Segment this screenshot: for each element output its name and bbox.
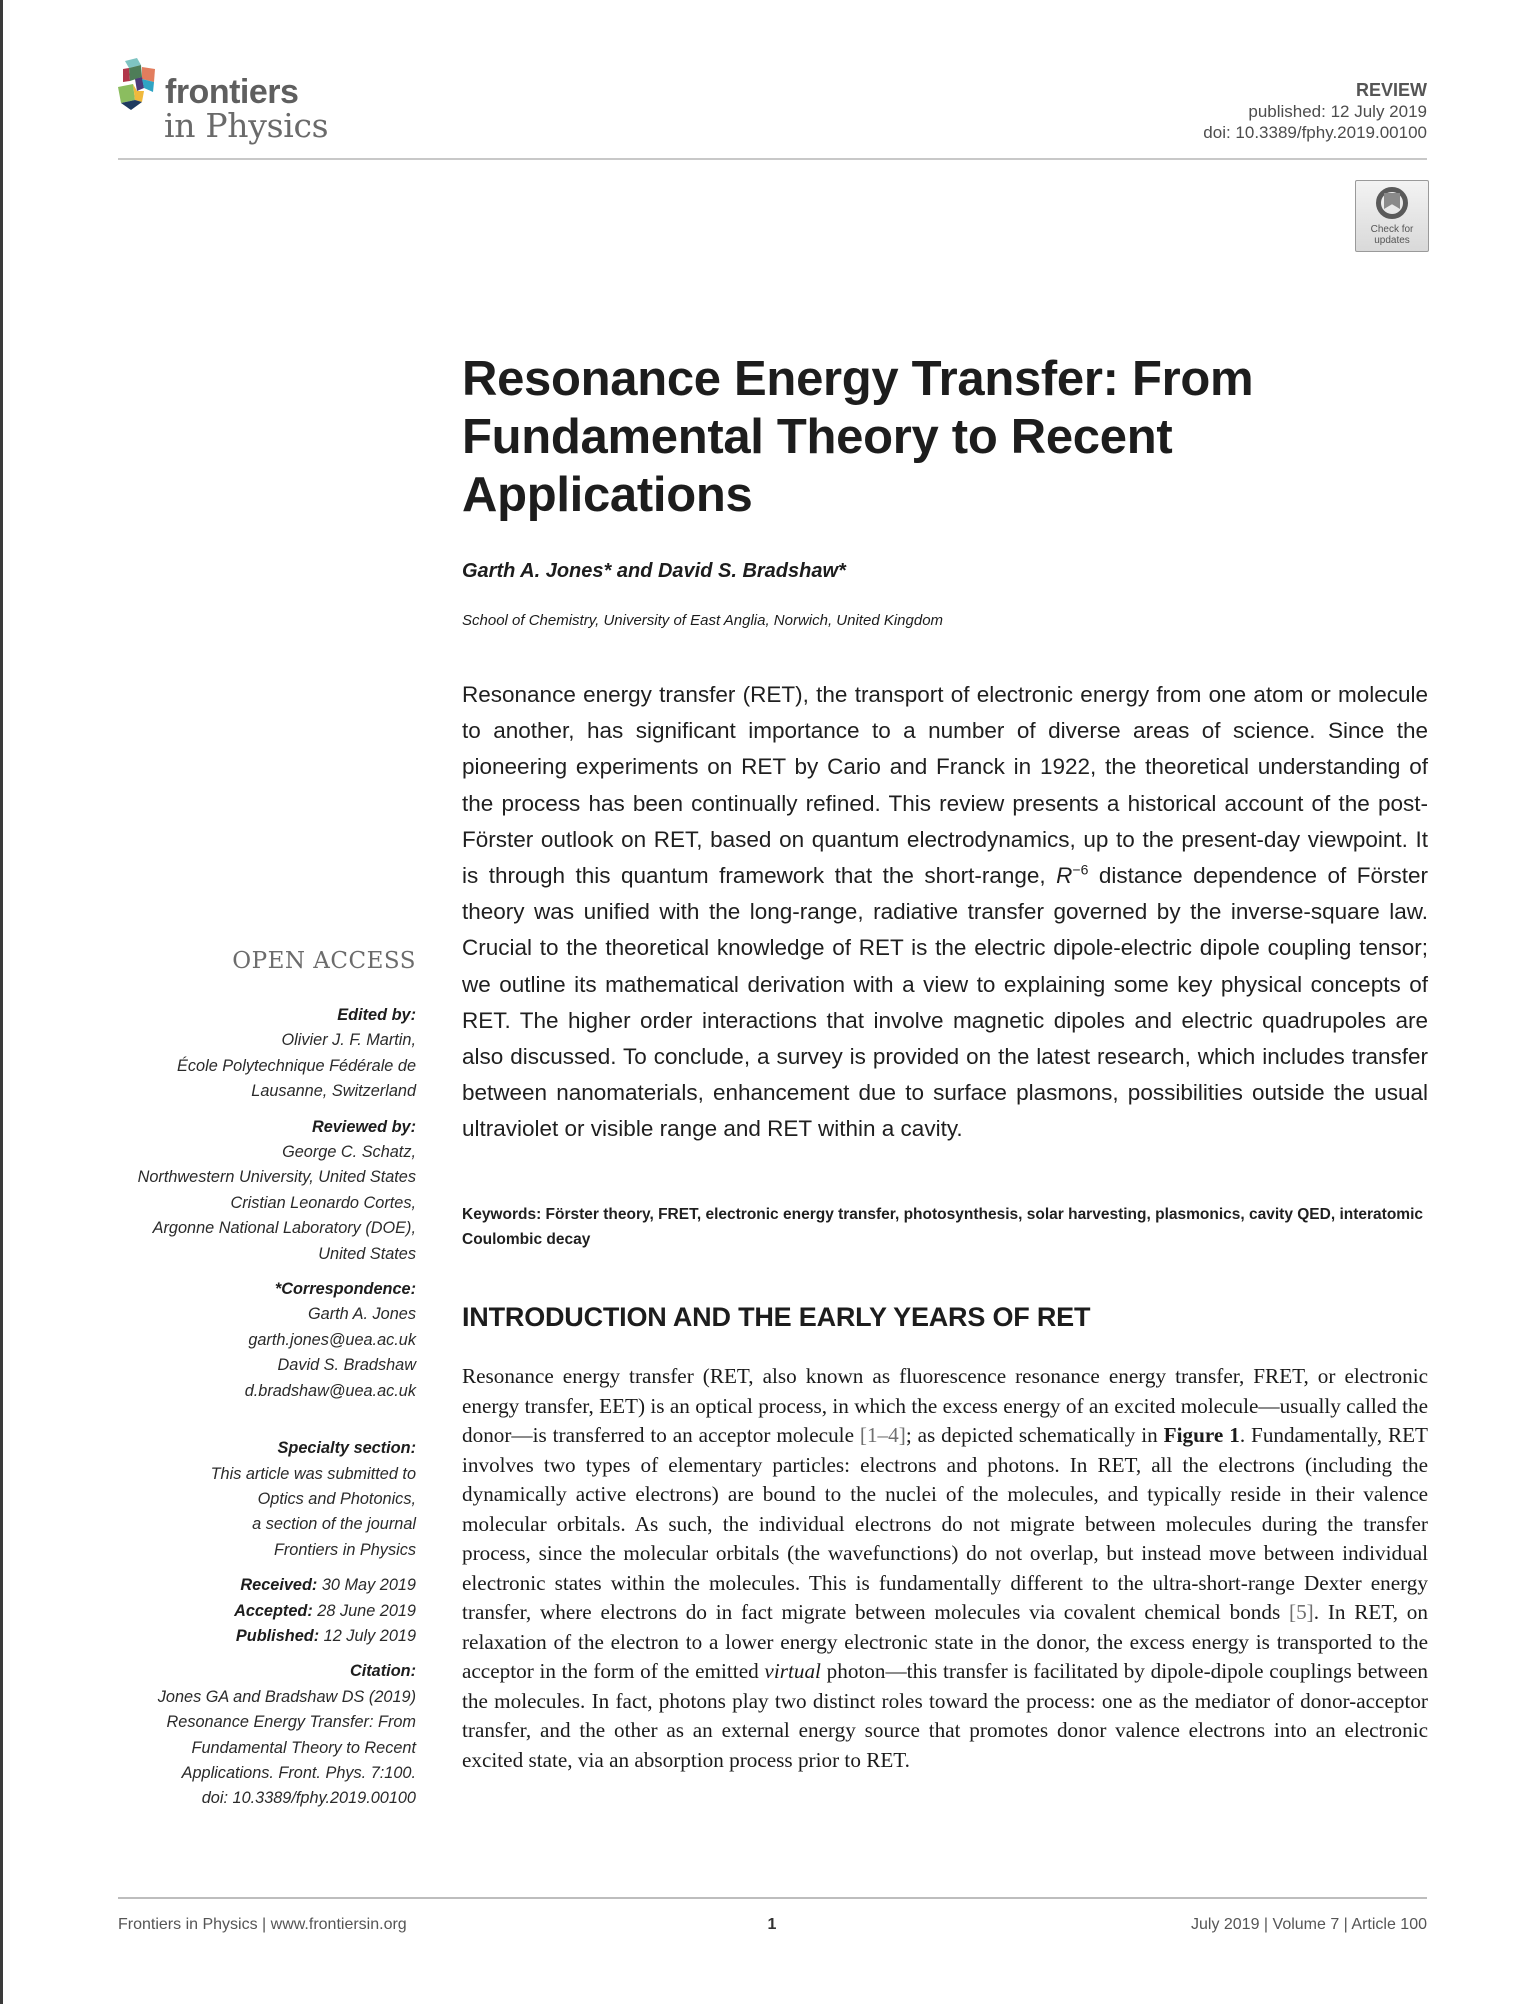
reviewed-by-label: Reviewed by: [311,1117,416,1136]
badge-label: Check for updates [1370,224,1414,246]
section-heading: INTRODUCTION AND THE EARLY YEARS OF RET [462,1302,1091,1332]
citation-label: Citation: [349,1662,416,1681]
math-exponent: −6 [1072,861,1089,878]
footer-issue-info: July 2019 | Volume 7 | Article 100 [1190,1916,1427,1933]
journal-logo-word-frontiers: frontiers [165,73,299,111]
received-date: Received: 30 May 2019 [240,1576,416,1595]
affiliation: School of Chemistry, University of East Anglia, Norwich, United Kingdom [462,612,944,629]
open-access-label: OPEN ACCESS [232,948,416,974]
footer-journal-link[interactable]: Frontiers in Physics | www.frontiersin.org [118,1916,407,1933]
journal-logo-word-physics: in Physics [164,106,329,145]
citation-doi[interactable]: doi: 10.3389/fphy.2019.00100 [201,1789,416,1808]
footer-divider [118,1897,1427,1899]
email-link[interactable]: garth.jones@uea.ac.uk [248,1330,416,1349]
specialty-section-label: Specialty section: [277,1439,416,1458]
article-type: REVIEW [1355,80,1427,100]
published-date: published: 12 July 2019 [1248,102,1427,121]
body-paragraph: Resonance energy transfer (RET, also known as fluorescence resonance energy transfer, FRET, or electronic energy transfer, EET) is an optical process, in which the excess energy of an excited molecule—usually called the donor—is transferred to an acceptor molecule [1–4]; as depicted schematically in Figure 1. Fundamentally, RET involves two types of elementary particles: electrons and photons. In RET, all the electrons (including the dynamically active electrons) are bound to the nuclei of the molecules, and typically reside in their valence molecular orbitals. As such, the individual electrons do not migrate between molecules during the transfer process, since the molecular orbitals (the wavefunctions) do not overlap, but instead move between individual electronic states within the molecules. This is fundamentally different to the ultra-short-range Dexter energy transfer, where electrons do in fact migrate between molecules via covalent chemical bonds [5]. In RET, on relaxation of the electron to a lower energy electronic state in the donor, the excess energy is transported to the acceptor in the form of the emitted virtual photon—this transfer is facilitated by dipole-dipole couplings between the molecules. In fact, photons play two distinct roles toward the process: one as the mediator of donor-acceptor transfer, and the other as an external energy source that promotes donor valence electrons into an electronic excited state, via an absorption process prior to RET. [462,1364,1429,1772]
header-divider [118,158,1427,160]
correspondence-label: *Correspondence: [274,1280,416,1299]
accepted-date: Accepted: 28 June 2019 [234,1601,416,1620]
sidebar-metadata: Edited by: Olivier J. F. Martin, École Polytechnique Fédérale de Lausanne, Switzerland Reviewed by: George C. Schatz, Northwestern University, United States Cristian Leonardo Cortes, Argonne National Laboratory (DOE), United States *Correspondence: Garth A. Jones garth.jones@uea.ac.uk David S. Bradshaw d.bradshaw@uea.ac.uk Specialty section: This article was submitted to Optics and Photonics, a section of the journal Frontiers in Physics Received: 30 May 2019 Accepted: 28 June 2019 Published: 12 July 2019 Citation: Jones GA and Bradshaw DS (2019) Resonance Energy Transfer: From Fundamental Theory to Recent Applications. Front. Phys. 7:100. doi: 10.3389/fphy.2019.00100 [100,1003,416,1812]
keywords: Keywords: Förster theory, FRET, electronic energy transfer, photosynthesis, solar harvesting, plasmonics, cavity QED, interatomic Coulombic decay [462,1206,1423,1248]
edited-by-label: Edited by: [337,1006,416,1024]
frontiers-logo-icon [115,57,167,113]
doi[interactable]: doi: 10.3389/fphy.2019.00100 [1203,123,1427,142]
page-edge [0,0,3,2004]
article-meta-header [1203,80,1427,143]
article-title: Resonance Energy Transfer: From Fundamental Theory to Recent Applications [462,352,1254,522]
authors: Garth A. Jones* and David S. Bradshaw* [462,560,846,582]
abstract: Resonance energy transfer (RET), the transport of electronic energy from one atom or molecule to another, has significant importance to a number of diverse areas of science. Since the pioneering experiments on RET by Cario and Franck in 1922, the theoretical understanding of the process has been continually refined. This review presents a historical account of the post-Förster outlook on RET, based on quantum electrodynamics, up to the present-day viewpoint. It is through this quantum framework that the short-range, $R^{-6}$ distance dependence of Förster theory was unified with the long-range, radiative transfer governed by the inverse-square law. Crucial to the theoretical knowledge of RET is the electric dipole-electric dipole coupling tensor; we outline its mathematical derivation with a view to explaining some key physical concepts of RET. The higher order interactions that involve magnetic dipoles and electric quadrupoles are also discussed. To conclude, a survey is provided on the latest research, which includes transfer between nanomaterials, enhancement due to surface plasmons, possibilities outside the usual ultraviolet or visible range and RET within a cavity. [462,682,1429,1142]
email-link[interactable]: d.bradshaw@uea.ac.uk [244,1381,416,1400]
published-date-sidebar: Published: 12 July 2019 [235,1626,416,1645]
math-symbol: R [1056,863,1073,889]
page-number: 1 [767,1916,777,1933]
citation-link[interactable]: [1–4] [859,1423,906,1447]
check-for-updates-button[interactable] [1355,180,1429,252]
citation-link[interactable]: [5] [1289,1600,1314,1624]
figure-link[interactable]: Figure 1 [1163,1423,1240,1447]
